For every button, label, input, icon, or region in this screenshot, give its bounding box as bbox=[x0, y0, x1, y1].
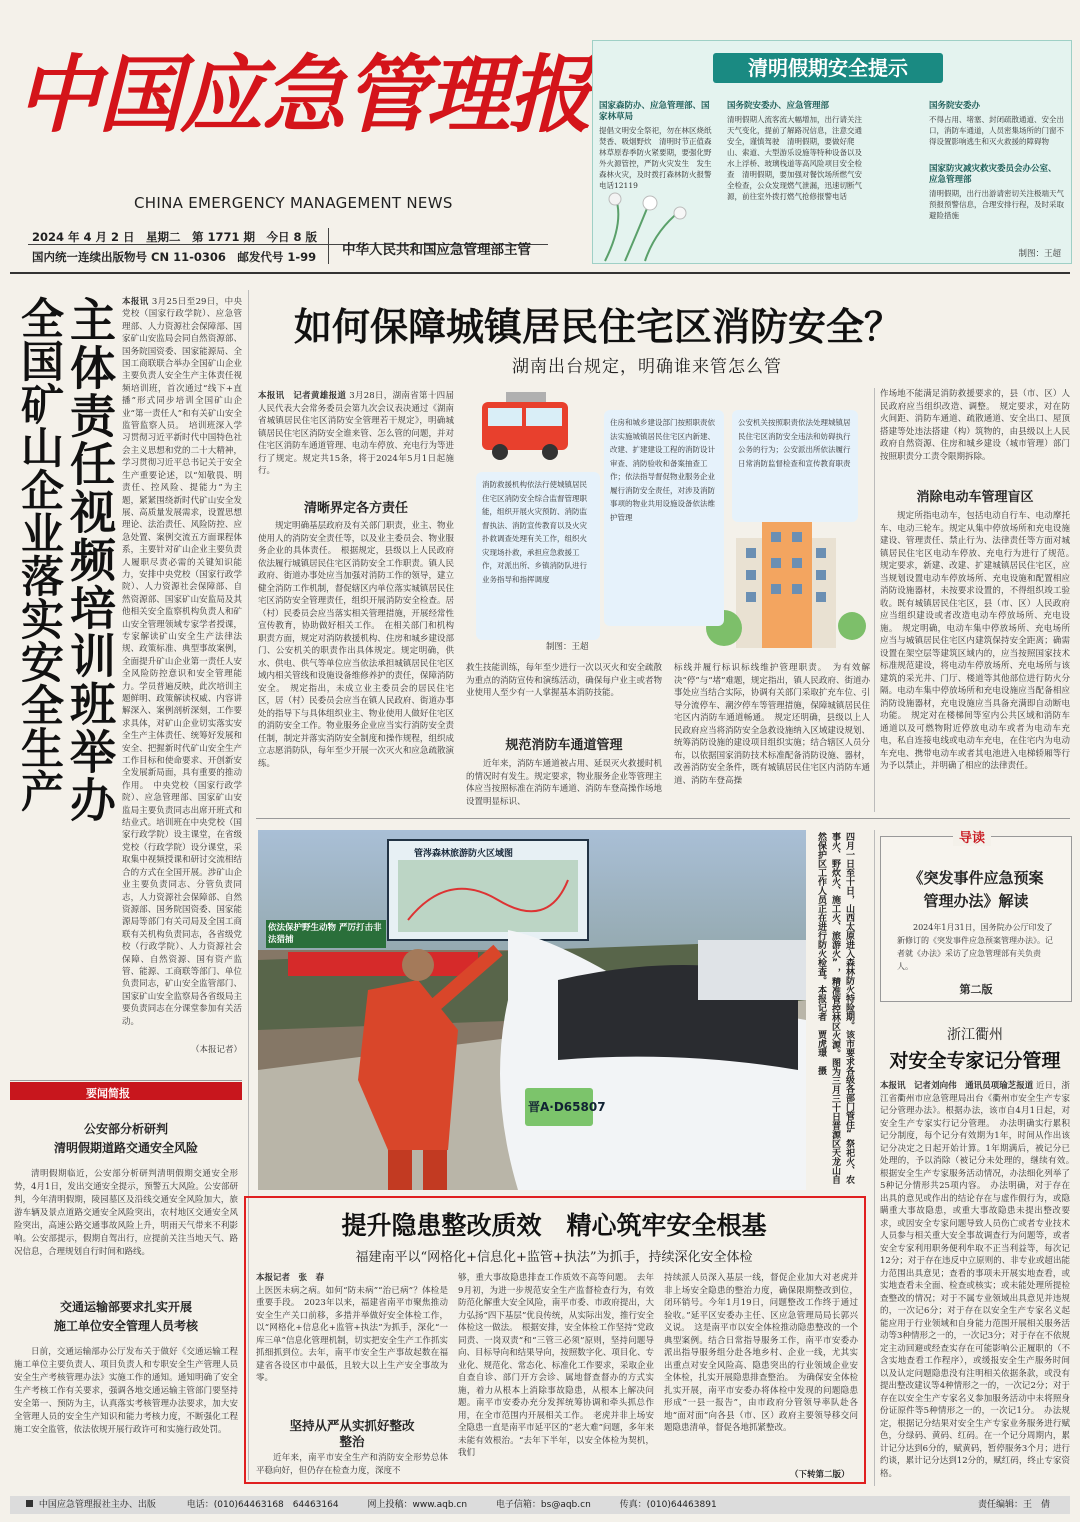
bottom-col2-text: 够，重大事故隐患排查工作质效不高等问题。 去年9月初，为进一步规范安全生产监督检查行为，有效防范化解重大安全风险，南平市委、市政府提出，大力弘扬“四下基层”优良传统，从实际出发，推行安全体检这一做法。 根据安排，安全体检工作坚持“党政同责、一岗双责”和“三管三必须”原则，坚持问题导向、目标导向和结果导向，按照数字化、项目化、专业化、规范化、常态化、标准化工作要求，采取企业自查自诊、部门开方会诊、属地督查督办的方式实施，着力从根本上消除事故隐患，从根本上解决问题。南平市安委办充分发挥统筹协调和牵头抓总作用，在全市范围内开展相关工作。 老虎并非上场安全隐患一直是南平市延平区的“老大难”问题，多年来未能有效根治。“去年下半年，以安全体检为契机，我们 bbox=[458, 1273, 654, 1458]
holiday-col4-head: 国家防灾减灾救灾委员会办公室、应急管理部 bbox=[929, 164, 1057, 185]
quzhou-kicker: 浙江衢州 bbox=[947, 1027, 1003, 1043]
main-col2-text: 救生技能训练，每年至少进行一次以灭火和安全疏散为重点的消防宣传和演练活动，确保每户业主或者物业使用人至少有一人掌握基本消防技能。 bbox=[466, 663, 662, 698]
fire-infographic bbox=[466, 388, 866, 656]
brief-item-2 bbox=[14, 1298, 238, 1476]
main-col4-text: 作场地不能满足消防救援要求的，县（市、区）人民政府应当组织改造、调整。 规定要求，对在防火间距、消防车通道、疏散通道、安全出口、屋顶搭建等处违法搭建（构）筑物的，由县级以上人民政府自然资源、住房和城乡建设（城市管理）部门按照职责分工责令限期拆除。 bbox=[880, 389, 1070, 462]
info-police-text: 公安机关按照职责依法处理城镇居民住宅区消防安全违法和妨碍执行公务的行为；公安派出所依法履行日常消防监督检查和宣传教育职责 bbox=[738, 418, 851, 468]
main-col4-text2: 规定所指电动车，包括电动自行车、电动摩托车、电动三轮车。规定从集中停放场所和充电设施建设、管理责任、禁止行为、法律责任等方面对城镇居民住宅区电动车停放、充电行为进行了规范。 规定要求，新建、改建、扩建城镇居民住宅区，应当规划设置电动车停放场所、充电设施和配置相应消防设施器材，未按要求设置的，不得组织竣工验收。既有城镇居民住宅区，县（市、区）人民政府应当组织建设或者改造电动车停放场所、充电设施。 规定明确，电动车集中停放场所、充电场所应当与城镇居民住宅区内建筑保持安全距离；确需设置在架空层等建筑区域内的，应当按照国家技术标准规范建设，将电动车停放场所、充电场所与该建筑的采光井、门厅、楼道等其他部位进行防火分隔。电动车集中停放场所和充电设施应当配备相应消防设施器材，充电设施应当具备充满即自动断电功能。 规定对在楼梯间等室内公共区域和消防车通道以及可燃物附近停放电动车或者为电动车充电，私自连接电线或电动车充电，在住宅内为电动车充电、携带电动车或者其电池进入电梯轿厢等行为予以禁止，并明确了相应的法律责任。 bbox=[880, 511, 1079, 771]
brief1-title-b: 清明假期道路交通安全风险 bbox=[53, 1141, 198, 1155]
bottom-continue-link[interactable]: （下转第二版） bbox=[790, 1470, 850, 1480]
brief2-title-a: 交通运输部要求扎实开展 bbox=[59, 1300, 192, 1314]
footer-editor: 责任编辑：王 倩 bbox=[977, 1500, 1050, 1510]
footer-web: 网上投稿：www.aqb.cn bbox=[367, 1500, 468, 1510]
guide-title-b: 管理办法》解读 bbox=[923, 892, 1029, 910]
footer-fax: 传真：(010)64463891 bbox=[619, 1500, 717, 1510]
flower-illustration bbox=[595, 191, 715, 261]
info-fire-text: 消防救援机构依法行使城镇居民住宅区消防安全综合监督管理职能，组织开展火灾预防、消防监督执法、消防宣传教育以及火灾扑救调查处理有关工作，组织火灾现场扑救，承担应急救援工作，对派出所、乡镇消防队进行业务指导和指挥调度 bbox=[482, 480, 587, 584]
photo-plate: 晋A·D65807 bbox=[528, 1100, 606, 1114]
photo-caption: 四月一日至十日，山西太原进入森林防火特险期。该市要求各级各部门管住“祭祀火、农事火、野炊火、施工火、旅游火”，精准管控林区火源。图为三月三十日晋源区天龙山自然保护区工作人员正在进行防火检查。本报记者 贾虎璟 摄 bbox=[816, 832, 854, 1184]
left-headline-line1: 主体责任视频培训班举办 bbox=[63, 296, 117, 824]
left-story-body bbox=[122, 296, 242, 1027]
holiday-col1-text: 提倡文明安全祭祀，勿在林区烧纸焚香、吸烟野炊 清明时节正值森林草原春季防火紧要期，要强化野外火源管控，严防火灾发生 发生森林火灾，及时拨打森林防火报警电话12119 bbox=[599, 126, 712, 190]
guide-tag bbox=[953, 827, 991, 846]
brief-item-1 bbox=[14, 1120, 238, 1290]
holiday-box-title: 清明假期安全提示 bbox=[713, 53, 943, 83]
photo-sign-top: 管涔森林旅游防火区域图 bbox=[414, 849, 514, 859]
main-col1-subhead: 清晰界定各方责任 bbox=[303, 501, 408, 516]
brief2-text: 日前，交通运输部办公厅发布关于做好《交通运输工程施工单位主要负责人、项目负责人和专职安全生产管理人员安全生产考核管理办法》实施工作的通知。通知明确了安全生产考核工作有关要求，强调各地交通运输主管部门要坚持安全第一、预防为主，认真落实考核管理办法要求，加大安全管理人员的安全生产知识和能力考核力度，不断强化工程施工安全监管，依法依规开展行政许可和实施行政处罚。 bbox=[14, 1347, 238, 1435]
left-headline-line2: 全国矿山企业落实安全生产 bbox=[14, 296, 64, 812]
bottom-col1-text: 上医医未病之病。如何“防未病”“治已病”？体检是重要手段。 2023年以来，福建省南平市聚焦推动安全生产关口前移，多措并举做好安全体检工作，以“网格化+信息化+监管+执法”为抓手，深化“一库三单”信息化管理机制，切实把安全生产工作抓实抓细抓到位。去年，南平市安全生产事故起数在福建省各设区市中最低，且较大以上生产安全事故为零。 bbox=[256, 1285, 448, 1383]
holiday-col4-text: 清明假期，出行出游请密切关注极端天气预报预警信息，合理安排行程，及时采取避险措施 bbox=[929, 189, 1064, 220]
masthead bbox=[10, 28, 591, 268]
brief1-title-a: 公安部分析研判 bbox=[83, 1122, 168, 1136]
bottom-byline: 本报记者 张 春 bbox=[256, 1273, 325, 1283]
sponsor: 中华人民共和国应急管理部主管 bbox=[342, 242, 531, 258]
briefs-tag-label: 要闻简报 bbox=[86, 1087, 130, 1100]
holiday-col3-text: 不得占用、堵塞、封闭疏散通道、安全出口，消防车通道，人员密集场所的门窗不得设置影响逃生和灭火救援的障碍物 bbox=[929, 115, 1064, 146]
holiday-safety-box bbox=[592, 40, 1072, 264]
main-col2-subhead: 规范消防车通道管理 bbox=[505, 738, 623, 753]
guide-box bbox=[880, 831, 1072, 1002]
main-col1 bbox=[258, 390, 454, 490]
holiday-col3-head: 国务院安委办 bbox=[929, 101, 981, 111]
brief2-title-b: 施工单位安全管理人员考核 bbox=[53, 1319, 198, 1333]
main-byline: 本报讯 记者黄雄报道 bbox=[258, 391, 347, 401]
left-story-byline: 本报讯 bbox=[122, 297, 149, 307]
quzhou-byline: 本报讯 记者刘向伟 通讯员项瑜芝报道 bbox=[880, 1081, 1034, 1091]
briefs-tag bbox=[10, 1082, 242, 1100]
footer-square-icon bbox=[26, 1500, 33, 1507]
main-col1-text2: 规定明确基层政府及有关部门职责，业主、物业使用人的消防安全责任等，以及业主委员会、物业服务企业的具体责任。 根据规定，县级以上人民政府依法履行城镇居民住宅区消防安全工作职责。镇人民政府、街道办事处应当加强对消防工作的领导，建立健全消防工作机制，督促辖区内单位落实城镇居民住宅区消防安全管理责任，组织开展消防安全检查。居（村）民委员会应当落实相关管理措施，开展经常性宣传教育，协助做好相关工作。 在相关部门和机构职责方面，规定对消防救援机构、住房和城乡建设部门、公安机关的职责作出具体规定。规定明确，供水、供电、供气等单位应当依法承担城镇居民住宅区域内相关管线和设施设备维修养护的责任，保障消防安全。 规定指出，未成立业主委员会的居民住宅区，居（村）民委员会应当在镇人民政府、街道办事处的指导下与具体组织业主、物业使用人做好住宅区的消防安全工作。物业服务企业应当实行消防安全责任制，制定并落实消防安全制度和操作规程，组织成立志愿消防队，每年至少开展一次灭火和应急疏散演练。 bbox=[258, 521, 454, 769]
info-box-police bbox=[732, 410, 858, 522]
date-line: 2024 年 4 月 2 日 星期二 第 1771 期 今日 8 版 bbox=[32, 230, 318, 244]
info-box-fire bbox=[476, 472, 600, 640]
masthead-english: CHINA EMERGENCY MANAGEMENT NEWS bbox=[134, 194, 453, 212]
quzhou-body bbox=[880, 1080, 1079, 1486]
main-col4-subhead: 消除电动车管理盲区 bbox=[916, 490, 1034, 505]
info-box-housing bbox=[604, 410, 724, 626]
main-headline: 如何保障城镇居民住宅区消防安全？ bbox=[294, 304, 903, 349]
bottom-headline: 提升隐患整改质效 精心筑牢安全根基 bbox=[341, 1211, 767, 1240]
infographic-credit: 制图：王超 bbox=[546, 642, 589, 652]
main-col1-text: 3月28日，湖南省第十四届人民代表大会常务委员会第九次会议表决通过《湖南省城镇居民住宅区消防安全管理若干规定》，明确城镇居民住宅区消防安全谁来管、怎么管的问题，并对住宅区消防车通道管理、电动车停放、充电行为等进行了规定。规定共15条，将于2024年5月1日起施行。 bbox=[258, 391, 454, 476]
holiday-col1-head: 国家森防办、应急管理部、国家林草局 bbox=[599, 101, 710, 122]
bottom-col1-text2: 近年来，南平市安全生产和消防安全形势总体平稳向好，但仍存在检查力度，深度不 bbox=[256, 1453, 448, 1476]
info-housing-text: 住房和城乡建设部门按照职责依法实施城镇居民住宅区内新建、改建、扩建建设工程的消防设计审查、消防验收和备案抽查工作；依法指导督促物业服务企业履行消防安全责任，对涉及消防事项的物业共用设施设备依法维护管理 bbox=[610, 418, 715, 522]
issn-line: 国内统一连续出版物号 CN 11-0306 邮发代号 1-99 bbox=[32, 250, 317, 264]
brief1-text: 清明假期临近，公安部分析研判清明假期交通安全形势，4月1日，发出交通安全提示，预警五大风险。公安部研判，今年清明假期，陵园墓区及沿线交通安全风险加大，旅游车辆及景点道路交通安全风险突出，农村地区交通安全风险突出，高速公路交通事故风险上升，明雨天气带来不利影响。公安部提示，假期自驾出行，应提前关注当地天气、路况信息，合理规划自行时间和路线。 bbox=[14, 1169, 238, 1257]
guide-title-a: 《突发事件应急预案 bbox=[908, 869, 1044, 887]
guide-page-link[interactable]: 第二版 bbox=[959, 983, 993, 996]
bottom-subhead: 福建南平以“网格化+信息化+监管+执法”为抓手，持续深化安全体检 bbox=[355, 1250, 753, 1265]
main-subhead: 湖南出台规定，明确谁来管怎么管 bbox=[512, 357, 782, 377]
quzhou-headline: 对安全专家记分管理 bbox=[889, 1050, 1061, 1072]
illustration-credit: 制图：王超 bbox=[1018, 249, 1061, 259]
holiday-col2-head: 国务院安委办、应急管理部 bbox=[727, 101, 830, 111]
photo-sign-left: 依法保护野生动物 严厉打击非法猎捕 bbox=[268, 923, 382, 945]
footer-bar bbox=[10, 1496, 1070, 1514]
masthead-title: 中国应急管理报 bbox=[16, 45, 591, 144]
guide-tag-label: 导读 bbox=[959, 831, 986, 846]
holiday-col2-text: 清明假期人流客流大幅增加，出行请关注天气变化，提前了解路况信息，注意交通安全，谨慎驾驶 清明假期，要做好爬山、索道、大型游乐设施等特种设备以及水上浮桥、玻璃栈道等高风险项目安全检查 清明假期，要加强对餐饮场所燃气安全检查，公众发现燃气泄漏，迅速切断气源，前往室外拨打燃气抢修报警电话 bbox=[727, 115, 862, 201]
left-story-text: 3月25日至29日，中央党校（国家行政学院）、应急管理部、人力资源社会保障部、国家矿山安监局会同自然资源部、国务院国资委、国家能源局、全国工商联联合举办全国矿山企业主要负责人安全生产主体责任视频培训班，首次通过“线下+直播”形式同步培训全国矿山企业“第一责任人”和有关矿山安全监管监察人员。 培训班深入学习贯彻习近平新时代中国特色社会主义思想和党的二十大精神，学习贯彻习近平总书记关于安全生产重要论述，以“知敬畏、明责任、控风险、提能力”为主题，紧紧围绕新时代矿山安全发展、高质量发展需求，设置思想理论、法治责任、风险防控、应急处置、案例交流五方面课程体系，主要针对矿山企业主要负责人履职尽责必需的关键知识能力，安排中央党校（国家行政学院）、人力资源社会保障部、自然资源部、国家矿山安监局及其他相关安全监察机构负责人和矿山安全管理领域专家学者授课，专家解读矿山安全生产法律法规、政策标准、典型事故案例，全面提升矿山企业第一责任人安全风险防控意识和安全管理能力。学员普遍反映，此次培训主题鲜明、政策解读权威、内容讲解深入、案例剖析深刻，工作要求具体，对矿山企业切实落实安全生产主体责任、统筹好发展和安全、把握新时代矿山安全生产工作目标和使命要求、开创新安全发展新局面，具有重要的推动作用。 中央党校（国家行政学院）、应急管理部、国家矿山安监局主要负责同志出席开班式和结业式。培训班在中央党校（国家行政学院）设主课堂，在省级党校（行政学院）设分课堂，采取集中视频授课和研讨交流相结合的方式在全国开展。涉矿山企业主要负责同志、分管负责同志，人力资源社会保障部、自然资源部、国务院国资委、国家能源局等部门有关司局及全国工商联有关机构负责同志，各省级党校（行政学院）、人力资源社会保障、自然资源、国有资产监管、能源、工商联等部门、单位负责同志，矿山安全监管部门、国家矿山安全监察局各省级局主要负责同志在分课堂参加有关活动。 bbox=[122, 297, 242, 1027]
quzhou-text: 近日，浙江省衢州市应急管理局出台《衢州市安全生产专家记分管理办法》。根据办法，该市自4月1日起，对安全生产专家实行记分管理。 办法明确实行累积记分制度，每个记分有效期为1年，时间从作出该记分决定之日起开始计算。1年期满后，被记分已处理的，予以消除（被记分未处理的，继续有效。 根据安全生产专家服务活动情况，办法细化列举了5种记分情形共25项内容。 办法明确，对于存在出具的意见或作出的结论存在与虚作假行为，或隐瞒重大事故隐患，或重大事故隐患未提出整改要求，或因安全专家问题导致人员伤亡或者专业技术人员参与相关重大安全事故调查行为问题等，或者安全专家利用职务便利牟取不正当利益等，每次记12分；对于存在违反中立原则的、非专业或超出能力范围出具意见；查看的事项未开展实地查看，或实地查看未全面、检查或核实；或未能处理所提检查整改的情况；对于不属专业领域出具意见并违规的，一次记6分；对于存在以安全生产专家名义起能应用于行业领域和自身能力范围开展相关服务活动等3种情形之一的，一次记3分；对于存在不依规定主动回避或经查实存在可能影响公正履职的（不含实地查看工作程序），或缓报安全生产服务时间以及认定问题隐患没有注明相关依据条款，或没有提出整改建议等4种情形之一的，一次记2分；对于存在以安全生产专家名义参加服务活动中未将照身份证原件等5种情形之一的，一次记1分。 办法规定，根据记分结果对安全生产专家业务服务进行赋色，分绿码、黄码、红码。在一个记分周期内，累计记分达到6分的，赋黄码，暂停服务3个月；进行约谈，累计记分达到12分的，赋红码，终止专家资格。 bbox=[880, 1081, 1079, 1479]
footer-email: 电子信箱：bs@aqb.cn bbox=[495, 1500, 591, 1510]
footer-publisher: 中国应急管理报社主办、出版 bbox=[38, 1500, 156, 1510]
footer-phone: 电话：(010)64463168 64463164 bbox=[186, 1500, 339, 1510]
bottom-col3-text: 持续派人员深入基层一线，督促企业加大对老虎并非上场安全隐患的整治力度，确保限期整改到位，闭环销号。今年1月19日，问题整改工作终于通过验收。”延平区安委办主任、区应急管理局局长郭兴义说。 这是南平市以安全体检推动隐患整改的一个典型案例。结合日常指导服务工作，南平市安委办派出指导服务组分赴各地乡村、企业一线，尤其实出重点对安全风险高、隐患突出的行业领域企业安全体检，扎实开展隐患排查整治。 为确保安全体检扎实开展，南平市安委办将体检中发现的问题隐患形成“一县一报告”，由市政府分管领导率队赴各地“面对面”向各县（市、区）政府主要领导移交问题隐患清单，督促各地抓紧整改。 bbox=[664, 1273, 858, 1433]
left-story-tail: （本报记者） bbox=[190, 1045, 242, 1055]
news-photo bbox=[258, 830, 806, 1190]
left-story-body-wide bbox=[10, 880, 242, 1080]
main-col3-text: 标线并履行标识标线维护管理职责。 为有效解决“停”与“堵”难题，规定指出，镇人民政府、街道办事处应当结合实际，协调有关部门采取扩充车位、引导分流停车、潮汐停车等管理措施，保障城镇居民住宅区内消防车通道畅通。 规定还明确，县级以上人民政府应当将消防安全急救设施纳入区域建设规划、统筹消防设施的建设项目组织实施；结合辖区人员分布，以依据国家消防技术标准配备消防设施、器材，改善消防安全条件，既有城镇居民住宅区内消防车通道、消防车登高操 bbox=[674, 663, 870, 786]
bottom-col1 bbox=[256, 1272, 448, 1383]
bottom-col1-subhead: 坚持从严从实抓好整改整治 bbox=[289, 1418, 415, 1449]
main-col2-text2: 近年来，消防车通道被占用、延误灭火救援时机的情况时有发生。规定要求，物业服务企业等管理主体应当按照标准在消防车通道、消防车登高操作场地设置明显标识、 bbox=[466, 759, 662, 807]
guide-text: 2024年1月31日，国务院办公厅印发了新修订的《突发事件应急预案管理办法》。记者就《办法》采访了应急管理部有关负责人。 bbox=[897, 923, 1053, 971]
